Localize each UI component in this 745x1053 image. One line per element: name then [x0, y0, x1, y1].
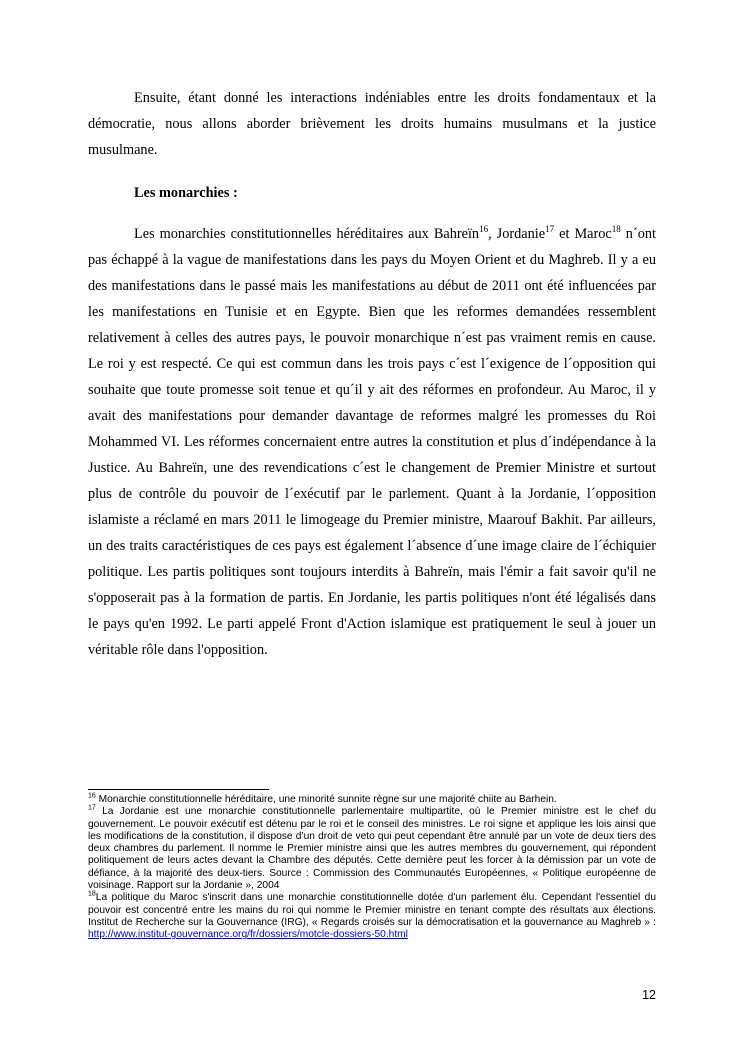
paragraph-monarchies-sep2: et Maroc — [554, 226, 612, 242]
document-page — [88, 0, 656, 1053]
paragraph-intro: Ensuite, étant donné les interactions indéniables entre les droits fondamentaux et la démocratie, nous allons aborder brièvement les droits humains musulmans et la justice musulmane. — [88, 90, 656, 158]
footnote-17 — [88, 806, 656, 892]
page-number: 12 — [642, 988, 656, 1002]
section-heading: Les monarchies : — [134, 185, 238, 201]
footnote-text-17: La Jordanie est une monarchie constitutionnelle parlementaire multipartite, où le Premier ministre est le chef du gouvernement. Le pouvoir exécutif est détenu par le roi et le conseil des ministres. Le roi signe et applique les lois ainsi que les modifications de la constitution, il dispose d’un droit de veto qui peut cependant être annulé par un vote de deux tiers des deux chambres du parlement. Il nomme le Premier ministre ainsi que les autres membres du gouvernement, qui répondent politiquement de leurs actes devant la Chambre des députés. Cette dernière peut les forcer à la démission par un vote de défiance, à la majorité des deux-tiers. Source : Commission des Communautés Européennes, « Politique européenne de voisinage. Rapport sur la Jordanie », 2004 — [88, 806, 656, 892]
paragraph-monarchies-sep1: , Jordanie — [488, 226, 546, 242]
paragraph-monarchies-intro: Les monarchies constitutionnelles héréditaires aux Bahreïn — [134, 226, 480, 242]
footnote-text-18: La politique du Maroc s'inscrit dans une monarchie constitutionnelle dotée d'un parlement élu. Cependant l'essentiel du pouvoir est concentré entre les mains du roi qui nomme le Premier ministre en tenant compte des résultats aux élections. Institut de Recherche sur la Gouvernance (IRG), « Regards croisés sur la démocratisation et la gouvernance au Maghreb » : — [88, 892, 656, 928]
footnote-text-16: Monarchie constitutionnelle héréditaire, une minorité sunnite règne sur une majorité chiite au Barhein. — [95, 794, 557, 805]
footnote-separator — [88, 789, 269, 790]
paragraph-monarchies-body: n´ont pas échappé à la vague de manifestations dans les pays du Moyen Orient et du Maghreb. Il y a eu des manifestations dans le passé mais les manifestations au début de 2011 ont été influencées par les manifestations en Tunisie et en Egypte. Bien que les reformes demandées ressemblent relativement à celles des autres pays, le pouvoir monarchique n´est pas vraiment remis en cause. Le roi y est respecté. Ce qui est commun dans les trois pays c´est l´exigence de l´opposition qui souhaite que toute promesse soit tenue et qu´il y ait des réformes en profondeur. Au Maroc, il y avait des manifestations pour demander davantage de reformes malgré les promesses du Roi Mohammed VI. Les réformes concernaient entre autres la constitution et plus d´indépendance à la Justice. Au Bahreïn, une des revendications c´est le changement de Premier Ministre et surtout plus de contrôle du pouvoir de l´exécutif par le parlement. Quant à la Jordanie, l´opposition islamiste a réclamé en mars 2011 le limogeage du Premier ministre, Maarouf Bakhit. Par ailleurs, un des traits caractéristiques de ces pays est également l´absence d´une image claire de l´échiquier politique. Les partis politiques sont toujours interdits à Bahreïn, mais l'émir a fait savoir qu'il ne s'opposerait pas à la formation de partis. En Jordanie, les partis politiques n'ont été légalisés dans le pays qu'en 1992. Le parti appelé Front d'Action islamique est pratiquement le seul à jouer un véritable rôle dans l'opposition. — [88, 226, 656, 658]
footnote-ref-16[interactable]: 16 — [479, 224, 489, 235]
footnote-18-link[interactable]: http://www.institut-gouvernance.org/fr/dossiers/motcle-dossiers-50.html — [88, 929, 408, 941]
paragraph-monarchies — [88, 221, 656, 663]
footnote-number-17: 17 — [88, 804, 96, 812]
footnote-18 — [88, 892, 656, 941]
footnote-ref-17[interactable]: 17 — [545, 224, 555, 235]
footnote-16 — [88, 794, 656, 806]
footnote-number-16: 16 — [88, 792, 96, 800]
footnote-ref-18[interactable]: 18 — [611, 224, 621, 235]
footnote-number-18: 18 — [88, 890, 96, 898]
footnotes — [88, 794, 656, 942]
